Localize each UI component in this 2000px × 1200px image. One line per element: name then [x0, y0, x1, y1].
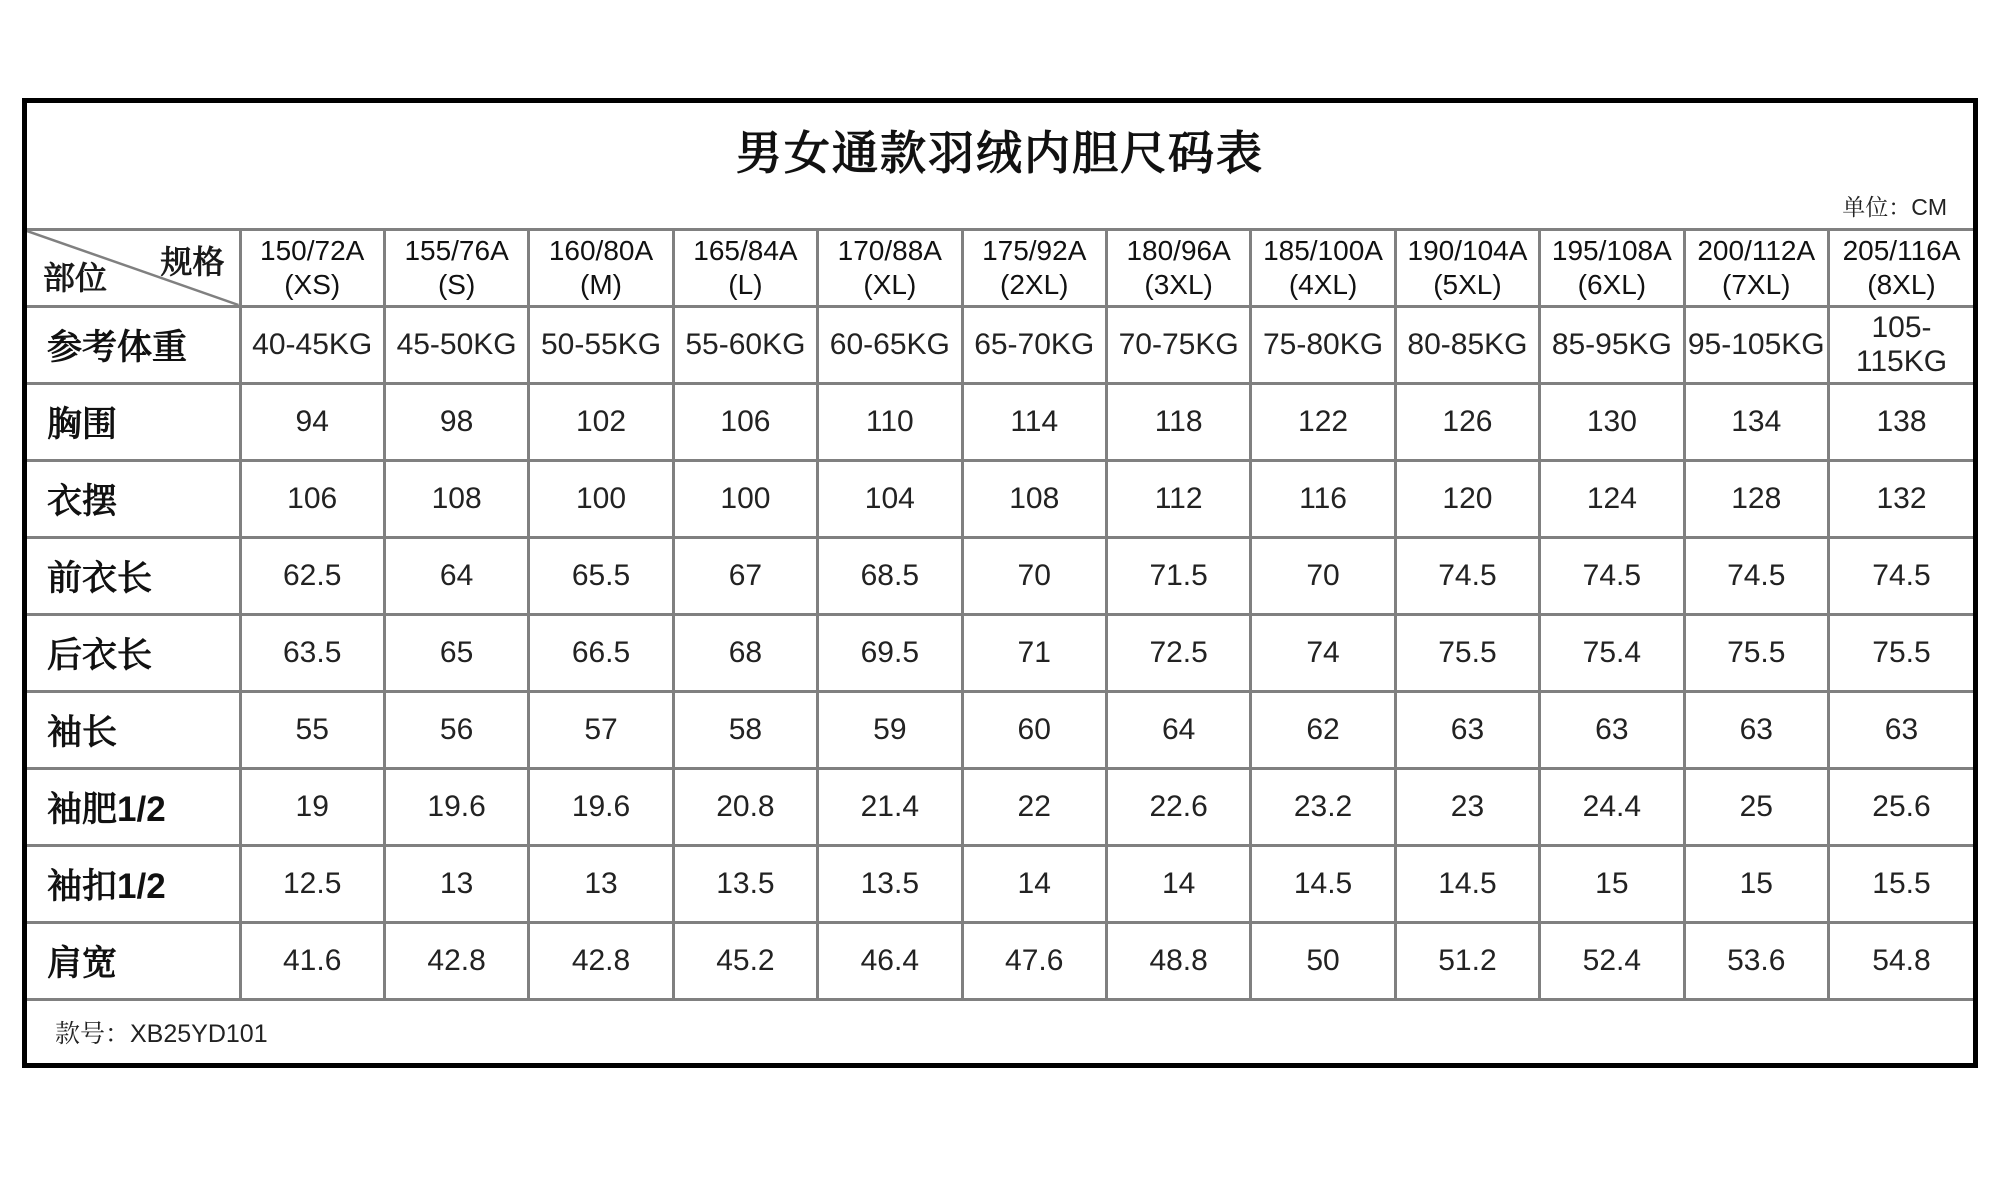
value-cell: 134: [1684, 384, 1828, 461]
value-cell: 108: [384, 461, 528, 538]
size-code-label: (XL): [863, 269, 917, 300]
value-cell: 112: [1106, 461, 1250, 538]
table-row: [27, 384, 1973, 461]
size-column-header: [1106, 230, 1250, 307]
value-cell: 60-65KG: [818, 307, 962, 384]
size-column-header: [1395, 230, 1539, 307]
size-label: 150/72A: [260, 235, 365, 266]
size-label: 175/92A: [982, 235, 1087, 266]
value-cell: 63: [1395, 692, 1539, 769]
row-label: 袖扣1/2: [27, 846, 240, 923]
size-code-label: (8XL): [1867, 269, 1936, 300]
size-column-header: [1540, 230, 1684, 307]
value-cell: 65.5: [529, 538, 673, 615]
size-code-label: (7XL): [1722, 269, 1791, 300]
value-cell: 23: [1395, 769, 1539, 846]
value-cell: 63.5: [240, 615, 384, 692]
value-cell: 75.4: [1540, 615, 1684, 692]
value-cell: 22.6: [1106, 769, 1250, 846]
value-cell: 13.5: [818, 846, 962, 923]
value-cell: 45-50KG: [384, 307, 528, 384]
value-cell: 14: [962, 846, 1106, 923]
size-column-header: [384, 230, 528, 307]
value-cell: 74.5: [1540, 538, 1684, 615]
value-cell: 13: [384, 846, 528, 923]
value-cell: 132: [1828, 461, 1973, 538]
value-cell: 52.4: [1540, 923, 1684, 1000]
value-cell: 124: [1540, 461, 1684, 538]
value-cell: 19: [240, 769, 384, 846]
value-cell: 25.6: [1828, 769, 1973, 846]
value-cell: 41.6: [240, 923, 384, 1000]
size-label: 195/108A: [1551, 235, 1672, 266]
row-label: 后衣长: [27, 615, 240, 692]
value-cell: 25: [1684, 769, 1828, 846]
value-cell: 65-70KG: [962, 307, 1106, 384]
value-cell: 138: [1828, 384, 1973, 461]
value-cell: 55-60KG: [673, 307, 817, 384]
table-row: [27, 538, 1973, 615]
value-cell: 126: [1395, 384, 1539, 461]
size-column-header: [1828, 230, 1973, 307]
value-cell: 21.4: [818, 769, 962, 846]
value-cell: 100: [673, 461, 817, 538]
value-cell: 45.2: [673, 923, 817, 1000]
value-cell: 104: [818, 461, 962, 538]
size-code-label: (4XL): [1288, 269, 1358, 300]
value-cell: 15: [1540, 846, 1684, 923]
size-column-header: [818, 230, 962, 307]
table-row: [27, 692, 1973, 769]
value-cell: 55: [240, 692, 384, 769]
row-label: 袖长: [27, 692, 240, 769]
footer-bar: [27, 1001, 1973, 1063]
value-cell: 106: [240, 461, 384, 538]
value-cell: 114: [962, 384, 1106, 461]
value-cell: 19.6: [384, 769, 528, 846]
value-cell: 68.5: [818, 538, 962, 615]
value-cell: 23.2: [1251, 769, 1395, 846]
size-label: 185/100A: [1263, 235, 1383, 266]
value-cell: 108: [962, 461, 1106, 538]
size-code-label: (2XL): [1000, 269, 1069, 300]
corner-header-cell: [27, 230, 240, 307]
value-cell: 58: [673, 692, 817, 769]
size-column-header: [529, 230, 673, 307]
row-label: 前衣长: [27, 538, 240, 615]
value-cell: 13.5: [673, 846, 817, 923]
value-cell: 122: [1251, 384, 1395, 461]
value-cell: 22: [962, 769, 1106, 846]
value-cell: 95-105KG: [1684, 307, 1828, 384]
value-cell: 75.5: [1395, 615, 1539, 692]
value-cell: 20.8: [673, 769, 817, 846]
value-cell: 75.5: [1684, 615, 1828, 692]
value-cell: 72.5: [1106, 615, 1250, 692]
value-cell: 63: [1828, 692, 1973, 769]
size-label: 155/76A: [404, 235, 509, 266]
value-cell: 19.6: [529, 769, 673, 846]
table-row: [27, 769, 1973, 846]
value-cell: 56: [384, 692, 528, 769]
row-label: 参考体重: [27, 307, 240, 384]
size-column-header: [1684, 230, 1828, 307]
value-cell: 74: [1251, 615, 1395, 692]
value-cell: 100: [529, 461, 673, 538]
table-row: [27, 923, 1973, 1000]
size-column-header: [962, 230, 1106, 307]
value-cell: 60: [962, 692, 1106, 769]
size-chart-frame: [22, 98, 1978, 1068]
value-cell: 53.6: [1684, 923, 1828, 1000]
value-cell: 75-80KG: [1251, 307, 1395, 384]
size-label: 160/80A: [548, 235, 654, 266]
value-cell: 68: [673, 615, 817, 692]
value-cell: 128: [1684, 461, 1828, 538]
value-cell: 67: [673, 538, 817, 615]
size-code-label: (6XL): [1577, 269, 1647, 300]
value-cell: 24.4: [1540, 769, 1684, 846]
size-code-label: (5XL): [1433, 269, 1502, 300]
row-label: 胸围: [27, 384, 240, 461]
size-column-header: [1251, 230, 1395, 307]
table-row: [27, 461, 1973, 538]
value-cell: 70: [962, 538, 1106, 615]
size-column-header: [673, 230, 817, 307]
size-code-label: (XS): [284, 269, 341, 300]
table-row: [27, 615, 1973, 692]
value-cell: 15: [1684, 846, 1828, 923]
size-label: 190/104A: [1407, 235, 1528, 266]
value-cell: 74.5: [1828, 538, 1973, 615]
size-label: 200/112A: [1697, 235, 1816, 266]
value-cell: 64: [1106, 692, 1250, 769]
value-cell: 120: [1395, 461, 1539, 538]
value-cell: 63: [1540, 692, 1684, 769]
table-row: [27, 846, 1973, 923]
table-row: [27, 307, 1973, 384]
value-cell: 102: [529, 384, 673, 461]
value-cell: 62.5: [240, 538, 384, 615]
value-cell: 48.8: [1106, 923, 1250, 1000]
value-cell: 54.8: [1828, 923, 1973, 1000]
value-cell: 50: [1251, 923, 1395, 1000]
value-cell: 46.4: [818, 923, 962, 1000]
row-label: 衣摆: [27, 461, 240, 538]
value-cell: 105-115KG: [1828, 307, 1973, 384]
value-cell: 42.8: [384, 923, 528, 1000]
size-label: 180/96A: [1126, 235, 1231, 266]
size-table: [27, 228, 1973, 1001]
value-cell: 110: [818, 384, 962, 461]
value-cell: 74.5: [1684, 538, 1828, 615]
size-code-label: (L): [728, 269, 763, 300]
value-cell: 70: [1251, 538, 1395, 615]
value-cell: 14.5: [1395, 846, 1539, 923]
header-row: [27, 230, 1973, 307]
value-cell: 65: [384, 615, 528, 692]
row-label: 肩宽: [27, 923, 240, 1000]
value-cell: 98: [384, 384, 528, 461]
value-cell: 75.5: [1828, 615, 1973, 692]
value-cell: 70-75KG: [1106, 307, 1250, 384]
row-label: 袖肥1/2: [27, 769, 240, 846]
value-cell: 59: [818, 692, 962, 769]
size-label: 165/84A: [693, 235, 798, 266]
value-cell: 118: [1106, 384, 1250, 461]
title-bar: [27, 103, 1973, 228]
value-cell: 47.6: [962, 923, 1106, 1000]
unit-label: 单位：CM: [1842, 194, 1947, 220]
value-cell: 57: [529, 692, 673, 769]
value-cell: 62: [1251, 692, 1395, 769]
size-column-header: [240, 230, 384, 307]
value-cell: 14.5: [1251, 846, 1395, 923]
value-cell: 64: [384, 538, 528, 615]
value-cell: 50-55KG: [529, 307, 673, 384]
value-cell: 14: [1106, 846, 1250, 923]
value-cell: 80-85KG: [1395, 307, 1539, 384]
value-cell: 63: [1684, 692, 1828, 769]
size-code-label: (S): [437, 269, 476, 300]
corner-part-label: 部位: [43, 260, 108, 296]
value-cell: 51.2: [1395, 923, 1539, 1000]
value-cell: 74.5: [1395, 538, 1539, 615]
value-cell: 130: [1540, 384, 1684, 461]
size-code-label: (3XL): [1144, 269, 1213, 300]
value-cell: 94: [240, 384, 384, 461]
style-number-label: 款号：XB25YD101: [55, 1020, 268, 1048]
value-cell: 71: [962, 615, 1106, 692]
value-cell: 13: [529, 846, 673, 923]
size-table-body: [27, 307, 1973, 1000]
value-cell: 66.5: [529, 615, 673, 692]
value-cell: 40-45KG: [240, 307, 384, 384]
value-cell: 71.5: [1106, 538, 1250, 615]
value-cell: 106: [673, 384, 817, 461]
size-code-label: (M): [580, 269, 622, 300]
value-cell: 116: [1251, 461, 1395, 538]
size-label: 205/116A: [1842, 235, 1961, 266]
value-cell: 15.5: [1828, 846, 1973, 923]
page-title: 男女通款羽绒内胆尺码表: [736, 127, 1264, 179]
value-cell: 12.5: [240, 846, 384, 923]
value-cell: 85-95KG: [1540, 307, 1684, 384]
corner-spec-label: 规格: [160, 244, 225, 280]
size-label: 170/88A: [837, 235, 942, 266]
value-cell: 69.5: [818, 615, 962, 692]
value-cell: 42.8: [529, 923, 673, 1000]
